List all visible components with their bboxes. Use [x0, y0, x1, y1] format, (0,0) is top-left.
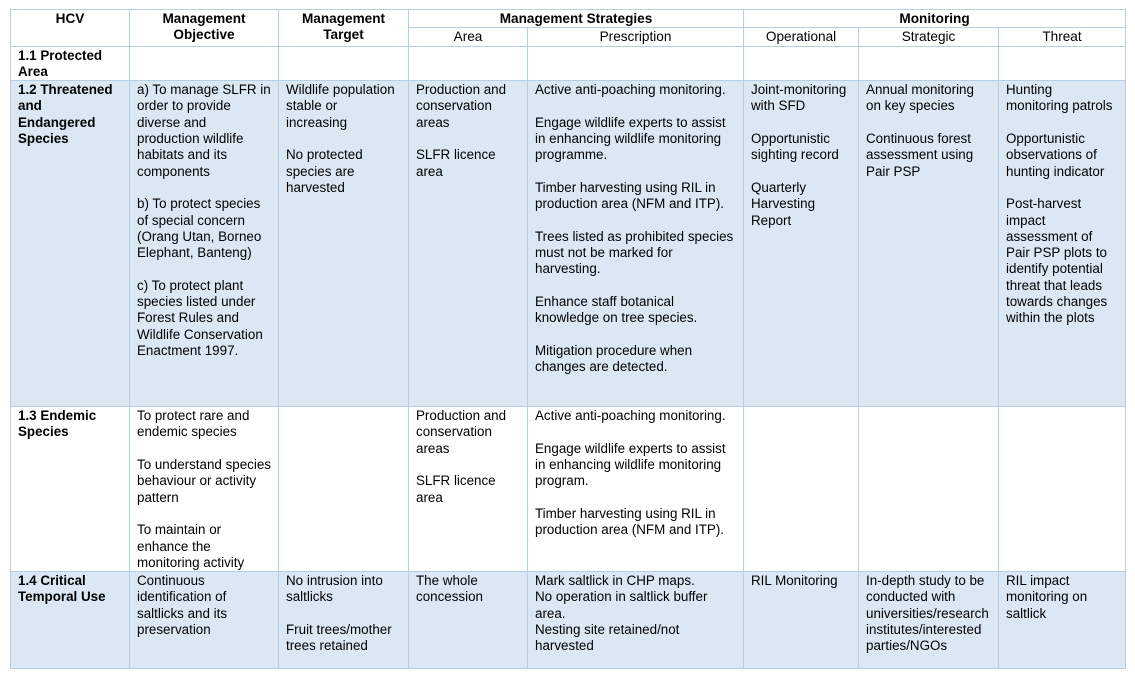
table-row	[11, 81, 1126, 407]
hcv-management-table	[10, 9, 1126, 669]
objective-text: Continuous identification of saltlicks and its preservation	[137, 573, 228, 638]
target-cell	[279, 572, 409, 669]
prescription-text: No operation in saltlick buffer area.	[535, 589, 708, 621]
hcv-cell: 1.4 Critical Temporal Use	[11, 572, 130, 669]
header-strategic: Strategic	[859, 28, 999, 46]
target-text: Fruit trees/mother trees retained	[286, 622, 392, 654]
area-text: Production and conservation areas	[416, 408, 507, 456]
threat-cell	[999, 46, 1126, 81]
prescription-text: Nesting site retained/not harvested	[535, 622, 680, 654]
target-cell	[279, 81, 409, 407]
prescription-text: Mark saltlick in CHP maps.	[535, 573, 695, 589]
prescription-cell	[528, 46, 744, 81]
prescription-cell	[528, 407, 744, 572]
table-row	[11, 572, 1126, 669]
prescription-text: Timber harvesting using RIL in production area (NFM and ITP).	[535, 179, 725, 212]
hcv-cell: 1.2 Threatened and Endangered Species	[11, 81, 130, 407]
objective-cell	[130, 46, 279, 81]
strategic-text: Continuous forest assessment using Pair PSP	[866, 131, 974, 179]
prescription-text: Engage wildlife experts to assist in enhancing wildlife monitoring program.	[535, 440, 726, 489]
prescription-text: Active anti-poaching monitoring.	[535, 408, 726, 424]
operational-text: Quarterly Harvesting Report	[751, 179, 816, 228]
operational-text: RIL Monitoring	[751, 573, 838, 589]
target-cell	[279, 46, 409, 81]
prescription-text: Enhance staff botanical knowledge on tree species.	[535, 294, 698, 326]
area-cell	[409, 81, 528, 407]
header-prescription: Prescription	[528, 28, 744, 46]
prescription-text: Mitigation procedure when changes are detected.	[535, 342, 693, 375]
header-hcv: HCV	[11, 10, 130, 47]
strategic-cell	[859, 46, 999, 81]
operational-cell	[744, 407, 859, 572]
threat-text: Hunting monitoring patrols	[1006, 82, 1113, 114]
strategic-text: In-depth study to be conducted with universities/research institutes/interested parties/NGOs	[866, 573, 989, 654]
header-strategies: Management Strategies	[409, 10, 744, 28]
objective-cell	[130, 407, 279, 572]
header-monitoring: Monitoring	[744, 10, 1126, 28]
header-objective: Management Objective	[130, 10, 279, 47]
operational-cell	[744, 46, 859, 81]
hcv-cell: 1.3 Endemic Species	[11, 407, 130, 572]
threat-text: Opportunistic observations of hunting indicator	[1006, 131, 1105, 179]
prescription-text: Engage wildlife experts to assist in enhancing wildlife monitoring programme.	[535, 114, 726, 163]
area-cell	[409, 572, 528, 669]
target-cell	[279, 407, 409, 572]
area-cell	[409, 46, 528, 81]
operational-cell	[744, 572, 859, 669]
prescription-text: Active anti-poaching monitoring.	[535, 82, 726, 98]
area-cell	[409, 407, 528, 572]
table-row	[11, 407, 1126, 572]
threat-text: RIL impact monitoring on saltlick	[1006, 573, 1088, 621]
area-text: SLFR licence area	[416, 147, 496, 179]
area-text: SLFR licence area	[416, 473, 496, 505]
operational-text: Joint-monitoring with SFD	[751, 82, 847, 114]
objective-cell	[130, 572, 279, 669]
target-text: No intrusion into saltlicks	[286, 573, 383, 605]
target-text: No protected species are harvested	[286, 147, 363, 195]
threat-cell	[999, 572, 1126, 669]
strategic-cell	[859, 407, 999, 572]
threat-text: Post-harvest impact assessment of Pair PSP plots to identify potential threat that leads towards changes within the plots	[1006, 196, 1108, 326]
target-text: Wildlife population stable or increasing	[286, 82, 395, 130]
objective-text: a) To manage SLFR in order to provide diverse and production wildlife habitats and its components	[137, 82, 271, 179]
area-text: The whole concession	[416, 573, 483, 605]
prescription-text: Trees listed as prohibited species must not be marked for harvesting.	[535, 228, 734, 277]
prescription-cell	[528, 572, 744, 669]
prescription-text: Timber harvesting using RIL in production area (NFM and ITP).	[535, 505, 725, 538]
strategic-cell	[859, 81, 999, 407]
operational-text: Opportunistic sighting record	[751, 131, 839, 163]
header-area: Area	[409, 28, 528, 46]
operational-cell	[744, 81, 859, 407]
objective-text: b) To protect species of special concern (Orang Utan, Borneo Elephant, Banteng)	[137, 196, 262, 261]
header-threat: Threat	[999, 28, 1126, 46]
area-text: Production and conservation areas	[416, 82, 507, 130]
objective-text: To understand species behaviour or activity pattern	[137, 457, 271, 505]
prescription-cell	[528, 81, 744, 407]
hcv-cell: 1.1 Protected Area	[11, 46, 130, 81]
threat-cell	[999, 81, 1126, 407]
objective-text: To maintain or enhance the monitoring activity	[137, 522, 245, 570]
objective-text: To protect rare and endemic species	[137, 408, 250, 440]
strategic-text: Annual monitoring on key species	[866, 82, 974, 114]
objective-text: c) To protect plant species listed under Forest Rules and Wildlife Conservation Enactment 1997.	[137, 277, 263, 358]
strategic-cell	[859, 572, 999, 669]
header-row-top	[11, 10, 1126, 28]
header-operational: Operational	[744, 28, 859, 46]
objective-cell	[130, 81, 279, 407]
header-target: Management Target	[279, 10, 409, 47]
table-row	[11, 46, 1126, 81]
threat-cell	[999, 407, 1126, 572]
